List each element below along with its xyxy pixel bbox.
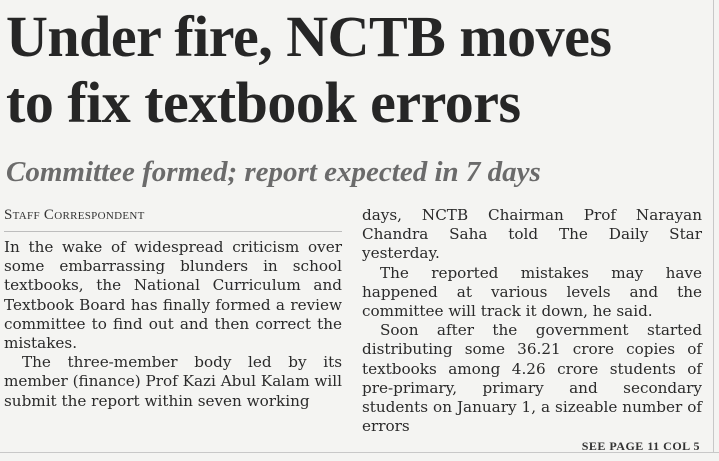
right-column-rule: [713, 0, 714, 452]
subheadline: Committee formed; report expected in 7 days: [6, 156, 541, 188]
headline-line-2: to fix textbook errors: [6, 70, 521, 135]
article-column-right: [362, 206, 702, 454]
paragraph-right-1: days, NCTB Chairman Prof Narayan Chandra Saha told The Daily Star yesterday.: [362, 206, 702, 263]
paragraph-right-3: Soon after the government started distributing some 36.21 crore copies of textbooks among 4.26 crore students of pre-primary, primary and secondary students on January 1, a sizeable number of errors: [362, 321, 702, 436]
headline: [6, 4, 706, 136]
paragraph-left-2: The three-member body led by its member (finance) Prof Kazi Abul Kalam will submit the report within seven working: [4, 353, 342, 410]
jump-line[interactable]: SEE PAGE 11 COL 5: [581, 439, 700, 454]
byline: Staff Correspondent: [4, 206, 342, 232]
bottom-rule: [0, 452, 719, 453]
paragraph-right-2: The reported mistakes may have happened at various levels and the committee will track it down, he said.: [362, 263, 702, 321]
article-column-left: [4, 206, 342, 411]
paragraph-left-1: In the wake of widespread criticism over some embarrassing blunders in school textbooks, the National Curriculum and Textbook Board has finally formed a review committee to find out and then correct the mistakes.: [4, 238, 342, 353]
headline-line-1: Under fire, NCTB moves: [6, 4, 612, 69]
